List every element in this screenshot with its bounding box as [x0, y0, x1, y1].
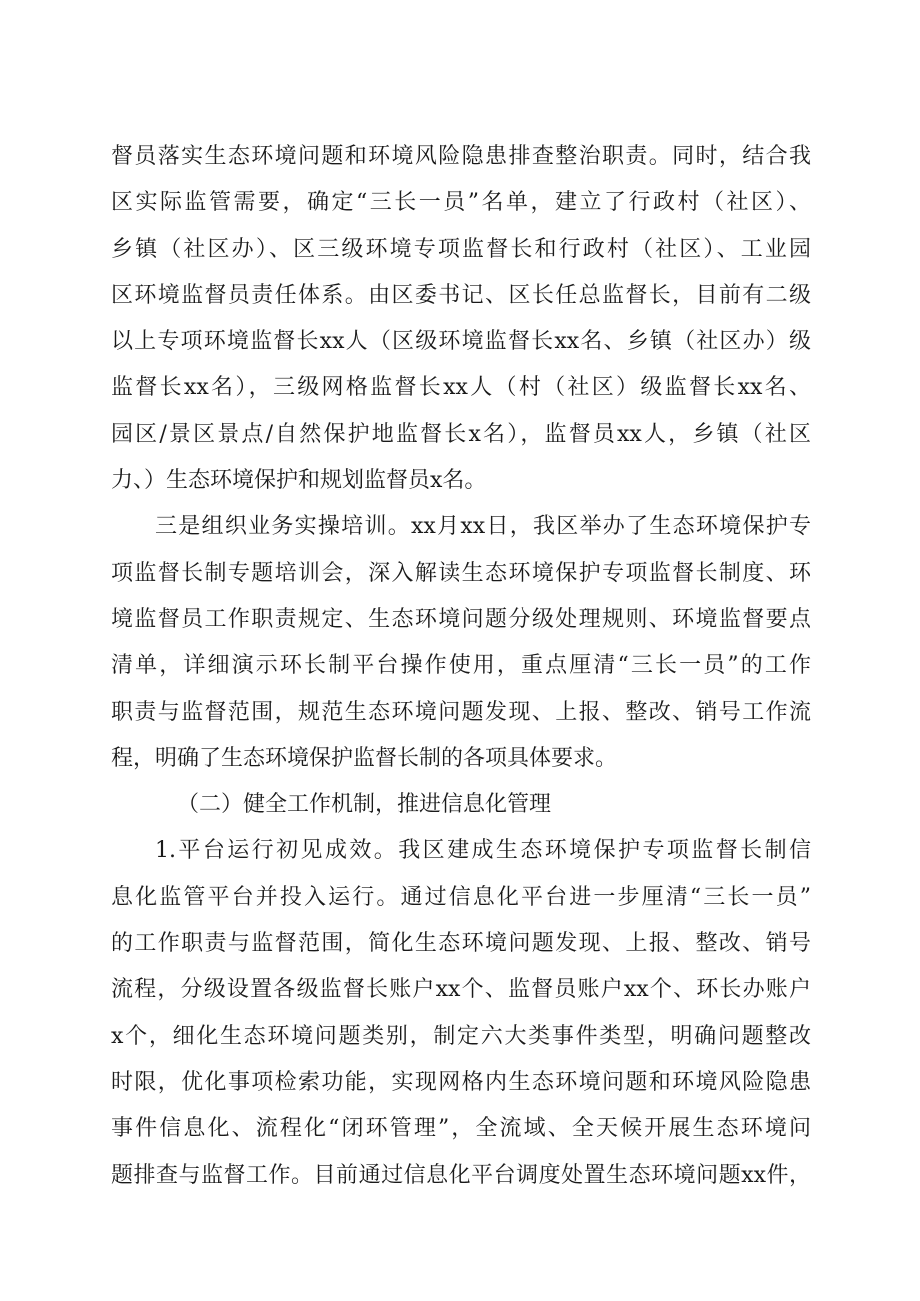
text-line: 题排查与监督工作。目前通过信息化平台调度处置生态环境问题xx件， — [111, 1162, 811, 1188]
text-line: 清单，详细演示环长制平台操作使用，重点厘清“三长一员”的工作 — [111, 653, 811, 679]
text-line: 以上专项环境监督长xx人（区级环境监督长xx名、乡镇（社区办）级 — [111, 329, 811, 355]
text-line: 三是组织业务实操培训。xx月xx日，我区举办了生态环境保护专 — [155, 514, 811, 540]
text-line: 程，明确了生态环境保护监督长制的各项具体要求。 — [111, 745, 618, 771]
document-body — [111, 134, 811, 1199]
text-line: 时限，优化事项检索功能，实现网格内生态环境问题和环境风险隐患 — [111, 1069, 811, 1095]
text-line: 职责与监督范围，规范生态环境问题发现、上报、整改、销号工作流 — [111, 699, 811, 725]
text-line: 区实际监管需要，确定“三长一员”名单，建立了行政村（社区）、 — [111, 190, 811, 216]
text-line: x个，细化生态环境问题类别，制定六大类事件类型，明确问题整改 — [111, 1023, 811, 1049]
text-line: 境监督员工作职责规定、生态环境问题分级处理规则、环境监督要点 — [111, 606, 811, 632]
text-line: 事件信息化、流程化“闭环管理”，全流域、全天候开展生态环境问 — [111, 1116, 811, 1142]
text-line: 息化监管平台并投入运行。通过信息化平台进一步厘清“三长一员” — [111, 884, 811, 910]
text-line: 流程，分级设置各级监督长账户xx个、监督员账户xx个、环长办账户 — [111, 977, 811, 1003]
text-line: 乡镇（社区办）、区三级环境专项监督长和行政村（社区）、工业园 — [111, 236, 811, 262]
section-heading: （二）健全工作机制，推进信息化管理 — [177, 792, 552, 818]
text-line: 力、）生态环境保护和规划监督员x名。 — [111, 468, 487, 494]
text-line: 区环境监督员责任体系。由区委书记、区长任总监督长，目前有二级 — [111, 282, 811, 308]
text-line: 督员落实生态环境问题和环境风险隐患排查整治职责。同时，结合我 — [111, 144, 811, 169]
text-line: 监督长xx名），三级网格监督长xx人（村（社区）级监督长xx名、 — [111, 375, 811, 401]
text-line: 项监督长制专题培训会，深入解读生态环境保护专项监督长制度、环 — [111, 560, 811, 586]
text-line: 的工作职责与监督范围，简化生态环境问题发现、上报、整改、销号 — [111, 931, 811, 957]
text-line: 1.平台运行初见成效。我区建成生态环境保护专项监督长制信 — [155, 838, 811, 864]
text-line: 园区/景区景点/自然保护地监督长x名），监督员xx人，乡镇（社区 — [111, 421, 811, 447]
